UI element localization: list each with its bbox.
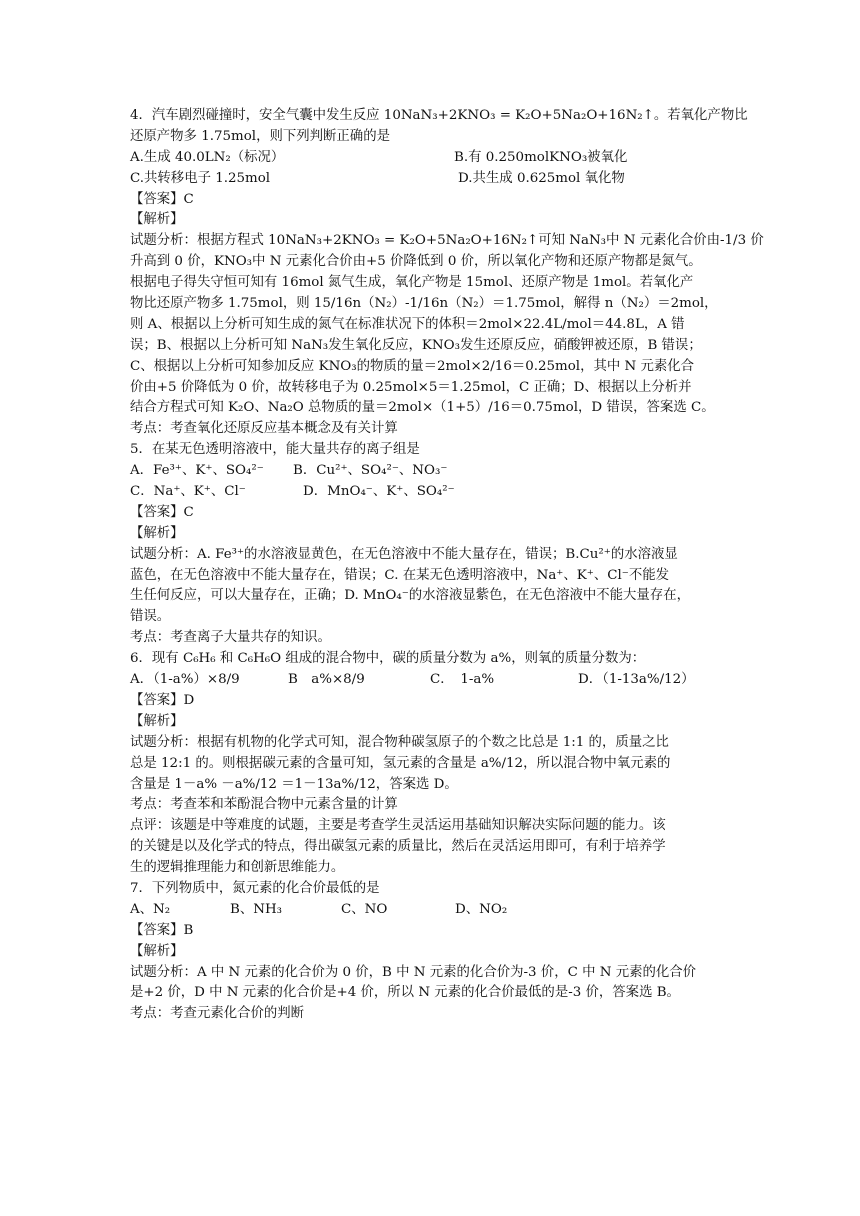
q7-kaodian: 考点：考查元素化合价的判断 (130, 1006, 305, 1022)
q4-answer: 【答案】C (130, 191, 194, 207)
q6-stem: 6．现有 C₆H₆ 和 C₆H₆O 组成的混合物中，碳的质量分数为 a%，则氧的质量分数为： (130, 651, 646, 667)
q5-options-row-1 (130, 461, 742, 482)
q5-kaodian: 考点：考查离子大量共存的知识。 (130, 630, 331, 646)
q6-analysis-heading: 【解析】 (130, 713, 184, 729)
q5-analysis-line: 试题分析：A. Fe³⁺的水溶液显黄色，在无色溶液中不能大量存在，错误；B.Cu²⁺的水溶液显 (130, 546, 678, 562)
q6-option-c: C． 1-a% (430, 672, 495, 688)
q6-review-line: 的关键是以及化学式的特点，得出碳氢元素的质量比，然后在灵活运用即可，有利于培养学 (130, 839, 666, 855)
q6-option-a: A．（1-a%）×8/9 (130, 672, 240, 688)
q5-analysis-line: 蓝色，在无色溶液中不能大量存在，错误；C. 在某无色透明溶液中，Na⁺、K⁺、Cl⁻不能发 (130, 567, 669, 583)
q5-option-d: D．MnO₄⁻、K⁺、SO₄²⁻ (303, 484, 455, 500)
q5-analysis-heading: 【解析】 (130, 525, 184, 541)
q7-analysis-line: 是+2 价，D 中 N 元素的化合价是+4 价，所以 N 元素的化合价最低的是-3 价，答案选 B。 (130, 985, 680, 1001)
q5-analysis-line: 错误。 (130, 609, 171, 625)
q5-option-b: B．Cu²⁺、SO₄²⁻、NO₃⁻ (293, 463, 448, 479)
q4-analysis-heading: 【解析】 (130, 212, 184, 228)
q5-stem: 5．在某无色透明溶液中，能大量共存的离子组是 (130, 442, 420, 458)
q4-analysis-line: 物比还原产物多 1.75mol，则 15/16n（N₂）-1/16n（N₂）＝1.75mol，解得 n（N₂）＝2mol， (130, 296, 718, 312)
q4-option-a: A.生成 40.0LN₂（标况） (130, 149, 285, 165)
q4-analysis-line: 结合方程式可知 K₂O、Na₂O 总物质的量＝2mol×（1+5）/16＝0.75mol，D 错误，答案选 C。 (130, 400, 715, 416)
q7-option-b: B、NH₃ (230, 901, 282, 917)
q6-analysis-line: 含量是 1－a% －a%/12 ＝1－13a%/12，答案选 D。 (130, 776, 458, 792)
q4-stem-line-2: 还原产物多 1.75mol，则下列判断正确的是 (130, 128, 390, 144)
q7-answer: 【答案】B (130, 922, 194, 938)
q4-analysis-line: 则 A、根据以上分析可知生成的氮气在标准状况下的体积＝2mol×22.4L/mol＝44.8L，A 错 (130, 316, 685, 332)
q5-option-c: C．Na⁺、K⁺、Cl⁻ (130, 484, 246, 500)
q6-options-row (130, 670, 742, 691)
q4-option-d: D.共生成 0.625mol 氧化物 (458, 170, 625, 186)
q4-analysis-line: 价由+5 价降低为 0 价，故转移电子为 0.25mol×5＝1.25mol，C 正确；D、根据以上分析并 (130, 379, 692, 395)
q4-analysis-line: 升高到 0 价，KNO₃中 N 元素化合价由+5 价降低到 0 价，所以氧化产物和还原产物都是氮气。 (130, 254, 702, 270)
q6-analysis-line: 总是 12:1 的。则根据碳元素的含量可知，氢元素的含量是 a%/12，所以混合物中氧元素的 (130, 755, 671, 771)
q4-options-row-1 (130, 148, 742, 169)
q5-analysis-line: 生任何反应，可以大量存在，正确；D. MnO₄⁻的水溶液显紫色，在无色溶液中不能大量存在， (130, 588, 690, 604)
q7-analysis-heading: 【解析】 (130, 943, 184, 959)
q4-analysis-line: C、根据以上分析可知参加反应 KNO₃的物质的量＝2mol×2/16＝0.25mol，其中 N 元素化合 (130, 358, 695, 374)
q5-answer: 【答案】C (130, 504, 194, 520)
q4-kaodian: 考点：考查氧化还原反应基本概念及有关计算 (130, 421, 398, 437)
q4-stem-line-1: 4．汽车剧烈碰撞时，安全气囊中发生反应 10NaN₃+2KNO₃ = K₂O+5Na₂O+16N₂↑。若氧化产物比 (130, 108, 748, 123)
q6-option-d: D．（1-13a%/12） (578, 672, 695, 688)
q6-review-line: 点评：该题是中等难度的试题，主要是考查学生灵活运用基础知识解决实际问题的能力。该 (130, 818, 666, 834)
q4-option-c: C.共转移电子 1.25mol (130, 170, 271, 186)
q6-analysis-line: 试题分析：根据有机物的化学式可知，混合物种碳氢原子的个数之比总是 1:1 的，质量之比 (130, 734, 669, 750)
q4-option-b: B.有 0.250molKNO₃被氧化 (454, 149, 628, 165)
q7-option-d: D、NO₂ (455, 901, 508, 917)
q4-analysis-line: 误；B、根据以上分析可知 NaN₃发生氧化反应，KNO₃发生还原反应，硝酸钾被还原，B 错误； (130, 337, 702, 353)
q7-options-row (130, 900, 742, 921)
q7-stem: 7．下列物质中，氮元素的化合价最低的是 (130, 880, 380, 896)
q7-option-a: A、N₂ (130, 901, 171, 917)
document-page (130, 106, 764, 1025)
q4-options-row-2 (130, 169, 742, 190)
q5-option-a: A．Fe³⁺、K⁺、SO₄²⁻ (130, 463, 264, 479)
q6-answer: 【答案】D (130, 692, 195, 708)
q4-analysis-line: 根据电子得失守恒可知有 16mol 氮气生成，氧化产物是 15mol、还原产物是 1mol。若氧化产 (130, 275, 694, 291)
q6-kaodian: 考点：考查苯和苯酚混合物中元素含量的计算 (130, 797, 398, 813)
q6-review-line: 生的逻辑推理能力和创新思维能力。 (130, 860, 345, 876)
q6-option-b: B a%×8/9 (288, 672, 365, 688)
q5-options-row-2 (130, 482, 742, 503)
q7-option-c: C、NO (341, 901, 388, 917)
q4-analysis-line: 试题分析：根据方程式 10NaN₃+2KNO₃ = K₂O+5Na₂O+16N₂↑可知 NaN₃中 N 元素化合价由-1/3 价 (130, 233, 764, 249)
q7-analysis-line: 试题分析：A 中 N 元素的化合价为 0 价，B 中 N 元素的化合价为-3 价，C 中 N 元素的化合价 (130, 964, 697, 980)
